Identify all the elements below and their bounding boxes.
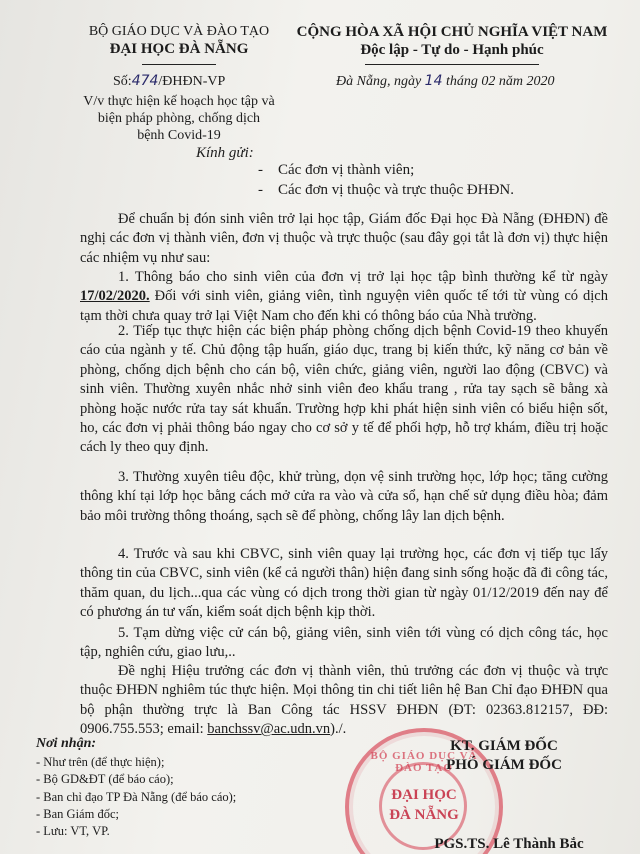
greeting-recipient: - Các đơn vị thuộc và trực thuộc ĐHĐN. <box>258 181 515 198</box>
document-number-suffix: /ĐHĐN-VP <box>158 74 226 89</box>
item-1-text: 1. Thông báo cho sinh viên của đơn vị trở lại học tập bình thường kể từ ngày <box>118 269 608 285</box>
document-number-handwritten: 474 <box>131 73 159 89</box>
university-name: ĐẠI HỌC ĐÀ NẴNG <box>109 41 249 57</box>
signature-title: KT. GIÁM ĐỐC <box>450 738 558 754</box>
item-3-paragraph: 3. Thường xuyên tiêu độc, khử trùng, dọn vệ sinh trường học, lớp học; tăng cường thông khí tại lớp học bằng cách mở cửa ra vào và cửa sổ, hạn chế sử dụng điều hòa; đảm bảo môi trường thông thoáng, sạch sẽ để phòng, chống lây lan dịch bệnh. <box>80 469 608 524</box>
recipient-item: - Ban chỉ đạo TP Đà Nẵng (để báo cáo); <box>36 789 237 804</box>
signature-block <box>400 738 608 774</box>
item-4-paragraph: 4. Trước và sau khi CBVC, sinh viên quay lại trường học, các đơn vị tiếp tục lấy thông tin của CBVC, sinh viên (kể cả người thân) hiện đang sinh sống hoặc đã đi công tác, thăm quan, du lịch...qua các vùng có dịch trong thời gian từ ngày 01/12/2019 đến nay để có phương án tư vấn, kiểm soát dịch bệnh kịp thời. <box>80 546 608 621</box>
closing-paragraph <box>80 662 608 740</box>
stamp-center-line-2: ĐÀ NẴNG <box>389 807 459 823</box>
document-number-prefix: Số: <box>113 74 132 89</box>
national-header <box>282 24 622 59</box>
recipient-item: - Ban Giám đốc; <box>36 806 119 821</box>
item-1-paragraph <box>80 268 608 326</box>
subject-block <box>62 93 296 144</box>
issuer-underline <box>142 64 216 65</box>
document-number <box>113 73 225 90</box>
item-2-paragraph: 2. Tiếp tục thực hiện các biện pháp phòng chống dịch bệnh Covid-19 theo khuyến cáo của ngành y tế. Chủ động tập huấn, giáo dục, trang bị kiến thức, kỹ năng cơ bản về phòng, chống dịch bệnh cho cán bộ, viên chức, giảng viên, người lao động (CBVC) và sinh viên. Thường xuyên nhắc nhở sinh viên đeo khẩu trang , rửa tay sạch sẽ bằng xà phòng hoặc nước rửa tay sát khuẩn. Trường hợp khi phát hiện sinh viên có biểu hiện sốt, ho, các đơn vị phải thông báo ngay cho cơ sở y tế để phối hợp, hỗ trợ khám, điều trị hoặc cách ly theo quy định. <box>80 323 608 456</box>
signatory-name: PGS.TS. Lê Thành Bắc <box>434 836 584 852</box>
greeting-recipients <box>258 161 514 200</box>
national-motto: Độc lập - Tự do - Hạnh phúc <box>360 42 544 58</box>
date-day-handwritten: 14 <box>424 73 443 89</box>
issuer-block <box>62 24 296 58</box>
subject-line: biện pháp phòng, chống dịch <box>97 111 261 126</box>
recipients-block <box>36 735 236 840</box>
stamp-ring-text: BỘ GIÁO DỤC VÀ ĐÀO TẠO <box>370 750 478 774</box>
document-date <box>336 73 555 90</box>
ministry-name: BỘ GIÁO DỤC VÀ ĐÀO TẠO <box>88 24 270 39</box>
subject-line: V/v thực hiện kế hoạch học tập và <box>83 94 275 109</box>
recipients-title: Nơi nhận: <box>36 736 97 751</box>
recipient-item: - Lưu: VT, VP. <box>36 824 110 839</box>
intro-paragraph: Để chuẩn bị đón sinh viên trở lại học tập, Giám đốc Đại học Đà Nẵng (ĐHĐN) đề nghị các đơn vị thành viên, đơn vị thuộc và trực thuộc (sau đây gọi tắt là đơn vị) thực hiện các nhiệm vụ như sau: <box>80 211 608 266</box>
closing-text: Đề nghị Hiệu trưởng các đơn vị thành viên, thủ trưởng các đơn vị thuộc và trực thuộc ĐHĐN nghiêm túc thực hiện. Mọi thông tin chi tiết liên hệ Ban Chỉ đạo ĐHĐN qua bộ phận thường trực là Ban Công tác HSSV ĐHĐN (ĐT: 02363.812157, ĐĐ: 0906.755.553; email: <box>80 663 608 738</box>
date-prefix: Đà Nẵng, ngày <box>336 74 422 89</box>
subject-line: bệnh Covid-19 <box>137 128 221 143</box>
country-name: CỘNG HÒA XÃ HỘI CHỦ NGHĨA VIỆT NAM <box>296 24 608 40</box>
recipient-item: - Bộ GD&ĐT (để báo cáo); <box>36 772 174 787</box>
closing-text-end: )./. <box>330 721 347 738</box>
item-1-date: 17/02/2020. <box>80 288 150 305</box>
stamp-center-line-1: ĐẠI HỌC <box>391 787 457 803</box>
recipient-item: - Như trên (để thực hiện); <box>36 755 165 770</box>
greeting-label: Kính gửi: <box>196 145 254 161</box>
signature-subtitle: PHÓ GIÁM ĐỐC <box>446 757 562 773</box>
motto-underline <box>365 64 539 65</box>
item-5-paragraph: 5. Tạm dừng việc cử cán bộ, giảng viên, sinh viên tới vùng có dịch công tác, học tập, nghiên cứu, giao lưu,.. <box>80 625 608 661</box>
item-1-text-rest: Đối với sinh viên, giảng viên, tình nguyện viên quốc tế tới từ vùng có dịch tạm thời chưa quay trở lại Việt Nam cho đến khi có thông báo của Nhà trường. <box>80 288 608 324</box>
greeting-recipient: - Các đơn vị thành viên; <box>258 162 415 178</box>
contact-email: banchssv@ac.udn.vn <box>207 721 331 738</box>
date-suffix: tháng 02 năm 2020 <box>446 74 555 89</box>
